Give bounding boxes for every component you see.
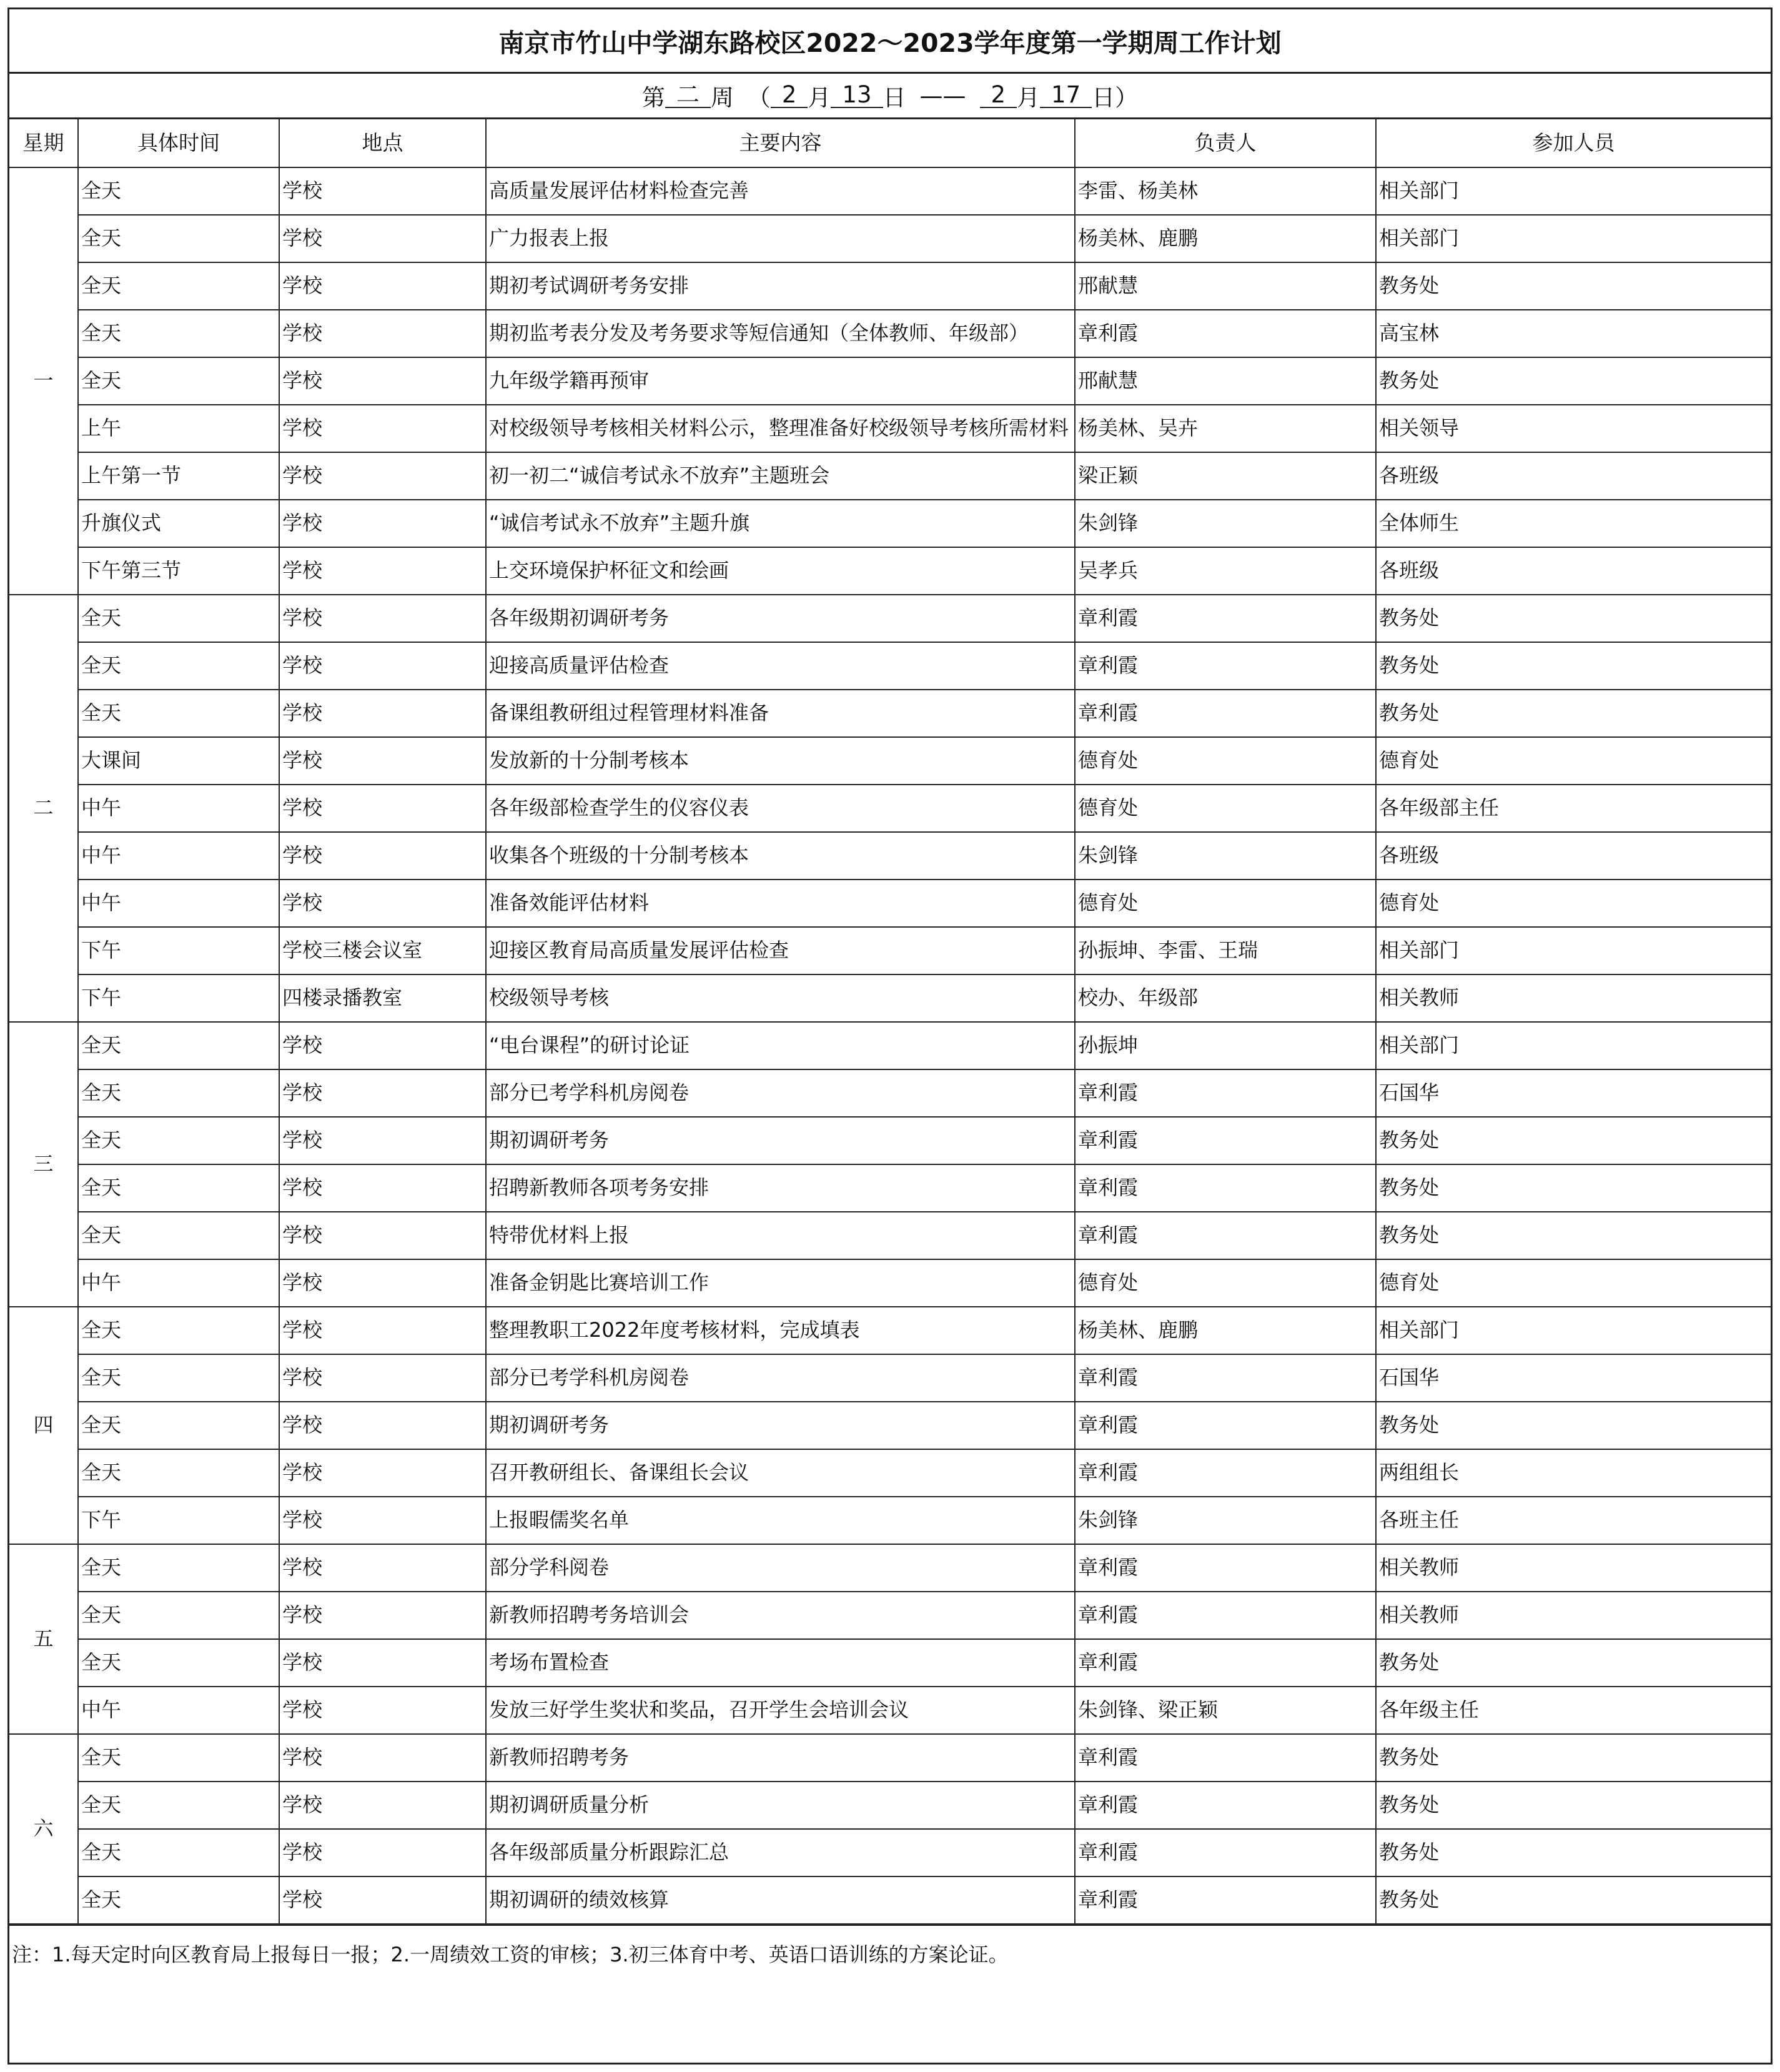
participants-cell: 教务处 [1376, 1164, 1771, 1212]
content-cell: 发放三好学生奖状和奖品，召开学生会培训会议 [486, 1687, 1075, 1734]
content-cell: 发放新的十分制考核本 [486, 737, 1075, 785]
place-cell: 学校 [279, 1402, 486, 1449]
participants-cell: 德育处 [1376, 1259, 1771, 1307]
place-cell: 学校 [279, 1069, 486, 1117]
owner-cell: 德育处 [1075, 785, 1376, 832]
time-cell: 全天 [78, 1544, 279, 1592]
table-row [9, 1876, 1771, 1924]
time-cell: 全天 [78, 1402, 279, 1449]
footer-note: 注：1.每天定时向区教育局上报每日一报；2.一周绩效工资的审核；3.初三体育中考、英语口语训练的方案论证。 [9, 1925, 1771, 1980]
table-row [9, 1307, 1771, 1354]
content-cell: 对校级领导考核相关材料公示，整理准备好校级领导考核所需材料 [486, 405, 1075, 452]
table-row [9, 595, 1771, 642]
content-cell: 上交环境保护杯征文和绘画 [486, 547, 1075, 595]
participants-cell: 相关领导 [1376, 405, 1771, 452]
content-cell: 整理教职工2022年度考核材料，完成填表 [486, 1307, 1075, 1354]
time-cell: 全天 [78, 1164, 279, 1212]
place-cell: 学校 [279, 737, 486, 785]
content-cell: 期初调研考务 [486, 1402, 1075, 1449]
owner-cell: 朱剑锋 [1075, 1497, 1376, 1544]
participants-cell: 教务处 [1376, 357, 1771, 405]
time-cell: 中午 [78, 785, 279, 832]
owner-cell: 梁正颖 [1075, 452, 1376, 500]
table-row [9, 785, 1771, 832]
content-cell: 期初监考表分发及考务要求等短信通知（全体教师、年级部） [486, 310, 1075, 357]
owner-cell: 章利霞 [1075, 1639, 1376, 1687]
table-row [9, 1022, 1771, 1069]
time-cell: 全天 [78, 1022, 279, 1069]
open-paren: （ [747, 84, 771, 111]
content-cell: 上报暇儒奖名单 [486, 1497, 1075, 1544]
place-cell: 学校 [279, 690, 486, 737]
content-cell: 期初调研考务 [486, 1117, 1075, 1164]
owner-cell: 朱剑锋 [1075, 832, 1376, 880]
end-month: 2 [980, 83, 1017, 109]
owner-cell: 杨美林、鹿鹏 [1075, 1307, 1376, 1354]
participants-cell: 教务处 [1376, 1782, 1771, 1829]
content-cell: 新教师招聘考务 [486, 1734, 1075, 1782]
content-cell: 各年级部检查学生的仪容仪表 [486, 785, 1075, 832]
owner-cell: 孙振坤、李雷、王瑞 [1075, 927, 1376, 974]
end-day: 17 [1040, 83, 1092, 109]
content-cell: 考场布置检查 [486, 1639, 1075, 1687]
participants-cell: 各班级 [1376, 832, 1771, 880]
content-cell: “电台课程”的研讨论证 [486, 1022, 1075, 1069]
table-row [9, 737, 1771, 785]
place-cell: 四楼录播教室 [279, 974, 486, 1022]
time-cell: 下午第三节 [78, 547, 279, 595]
table-row [9, 1592, 1771, 1639]
start-month: 2 [771, 83, 808, 109]
start-day: 13 [831, 83, 883, 109]
day-label-1: 日 [883, 84, 906, 111]
place-cell: 学校 [279, 262, 486, 310]
owner-cell: 章利霞 [1075, 1544, 1376, 1592]
content-cell: 高质量发展评估材料检查完善 [486, 167, 1075, 215]
content-cell: 九年级学籍再预审 [486, 357, 1075, 405]
table-row [9, 357, 1771, 405]
participants-cell: 高宝林 [1376, 310, 1771, 357]
owner-cell: 章利霞 [1075, 1402, 1376, 1449]
participants-cell: 教务处 [1376, 1402, 1771, 1449]
time-cell: 全天 [78, 1592, 279, 1639]
table-row [9, 1782, 1771, 1829]
content-cell: 各年级部质量分析跟踪汇总 [486, 1829, 1075, 1876]
content-cell: “诚信考试永不放弃”主题升旗 [486, 500, 1075, 547]
participants-cell: 相关部门 [1376, 167, 1771, 215]
header-time: 具体时间 [78, 119, 279, 167]
participants-cell: 教务处 [1376, 1829, 1771, 1876]
month-label-2: 月 [1017, 84, 1041, 111]
time-cell: 中午 [78, 880, 279, 927]
time-cell: 全天 [78, 595, 279, 642]
place-cell: 学校 [279, 167, 486, 215]
table-row [9, 215, 1771, 262]
participants-cell: 教务处 [1376, 595, 1771, 642]
content-cell: 部分已考学科机房阅卷 [486, 1069, 1075, 1117]
participants-cell: 各班级 [1376, 547, 1771, 595]
owner-cell: 章利霞 [1075, 690, 1376, 737]
time-cell: 全天 [78, 215, 279, 262]
owner-cell: 章利霞 [1075, 1164, 1376, 1212]
time-cell: 全天 [78, 1829, 279, 1876]
month-label-1: 月 [808, 84, 831, 111]
table-row [9, 880, 1771, 927]
weekday-cell: 四 [9, 1307, 78, 1544]
owner-cell: 杨美林、鹿鹏 [1075, 215, 1376, 262]
table-row [9, 262, 1771, 310]
table-body [9, 167, 1771, 1924]
time-cell: 全天 [78, 1639, 279, 1687]
time-cell: 全天 [78, 167, 279, 215]
participants-cell: 相关部门 [1376, 927, 1771, 974]
place-cell: 学校 [279, 1829, 486, 1876]
owner-cell: 杨美林、吴卉 [1075, 405, 1376, 452]
participants-cell: 各班级 [1376, 452, 1771, 500]
place-cell: 学校三楼会议室 [279, 927, 486, 974]
place-cell: 学校 [279, 1544, 486, 1592]
content-cell: 迎接区教育局高质量发展评估检查 [486, 927, 1075, 974]
content-cell: 期初调研的绩效核算 [486, 1876, 1075, 1924]
place-cell: 学校 [279, 832, 486, 880]
place-cell: 学校 [279, 1876, 486, 1924]
participants-cell: 相关教师 [1376, 1544, 1771, 1592]
time-cell: 全天 [78, 1876, 279, 1924]
table-row [9, 690, 1771, 737]
place-cell: 学校 [279, 547, 486, 595]
owner-cell: 朱剑锋、梁正颖 [1075, 1687, 1376, 1734]
place-cell: 学校 [279, 880, 486, 927]
place-cell: 学校 [279, 1639, 486, 1687]
table-row [9, 405, 1771, 452]
owner-cell: 章利霞 [1075, 642, 1376, 690]
week-range [9, 74, 1771, 119]
weekday-cell: 三 [9, 1022, 78, 1307]
participants-cell: 相关教师 [1376, 1592, 1771, 1639]
content-cell: 备课组教研组过程管理材料准备 [486, 690, 1075, 737]
table-row [9, 167, 1771, 215]
place-cell: 学校 [279, 1734, 486, 1782]
owner-cell: 章利霞 [1075, 1449, 1376, 1497]
header-owner: 负责人 [1075, 119, 1376, 167]
table-row [9, 1259, 1771, 1307]
time-cell: 全天 [78, 1734, 279, 1782]
time-cell: 全天 [78, 1354, 279, 1402]
owner-cell: 章利霞 [1075, 1782, 1376, 1829]
owner-cell: 章利霞 [1075, 1829, 1376, 1876]
time-cell: 全天 [78, 1069, 279, 1117]
owner-cell: 德育处 [1075, 880, 1376, 927]
table-row [9, 1164, 1771, 1212]
content-cell: 收集各个班级的十分制考核本 [486, 832, 1075, 880]
date-dash: —— [919, 82, 966, 109]
table-row [9, 832, 1771, 880]
day-label-2: 日） [1092, 84, 1139, 111]
content-cell: 初一初二“诚信考试永不放弃”主题班会 [486, 452, 1075, 500]
place-cell: 学校 [279, 1782, 486, 1829]
owner-cell: 吴孝兵 [1075, 547, 1376, 595]
participants-cell: 教务处 [1376, 1639, 1771, 1687]
content-cell: 期初调研质量分析 [486, 1782, 1075, 1829]
table-row [9, 452, 1771, 500]
time-cell: 大课间 [78, 737, 279, 785]
content-cell: 广力报表上报 [486, 215, 1075, 262]
weekday-cell: 六 [9, 1734, 78, 1924]
owner-cell: 章利霞 [1075, 1354, 1376, 1402]
time-cell: 全天 [78, 690, 279, 737]
place-cell: 学校 [279, 595, 486, 642]
owner-cell: 章利霞 [1075, 1069, 1376, 1117]
table-row [9, 1069, 1771, 1117]
content-cell: 招聘新教师各项考务安排 [486, 1164, 1075, 1212]
table-row [9, 974, 1771, 1022]
time-cell: 全天 [78, 642, 279, 690]
week-prefix: 第 [641, 84, 665, 111]
participants-cell: 德育处 [1376, 737, 1771, 785]
time-cell: 全天 [78, 1307, 279, 1354]
place-cell: 学校 [279, 1497, 486, 1544]
participants-cell: 相关教师 [1376, 974, 1771, 1022]
place-cell: 学校 [279, 1354, 486, 1402]
table-header-row [9, 119, 1771, 167]
time-cell: 下午 [78, 1497, 279, 1544]
owner-cell: 章利霞 [1075, 1592, 1376, 1639]
time-cell: 全天 [78, 1782, 279, 1829]
place-cell: 学校 [279, 642, 486, 690]
table-row [9, 1212, 1771, 1259]
work-plan-sheet [7, 7, 1773, 2065]
time-cell: 下午 [78, 927, 279, 974]
participants-cell: 各年级主任 [1376, 1687, 1771, 1734]
table-row [9, 500, 1771, 547]
participants-cell: 两组组长 [1376, 1449, 1771, 1497]
table-row [9, 310, 1771, 357]
table-row [9, 1449, 1771, 1497]
place-cell: 学校 [279, 1449, 486, 1497]
time-cell: 中午 [78, 1687, 279, 1734]
content-cell: 各年级期初调研考务 [486, 595, 1075, 642]
content-cell: 期初考试调研考务安排 [486, 262, 1075, 310]
table-row [9, 1639, 1771, 1687]
time-cell: 全天 [78, 262, 279, 310]
time-cell: 上午第一节 [78, 452, 279, 500]
week-number: 二 [665, 83, 711, 109]
participants-cell: 教务处 [1376, 690, 1771, 737]
owner-cell: 校办、年级部 [1075, 974, 1376, 1022]
participants-cell: 教务处 [1376, 262, 1771, 310]
owner-cell: 德育处 [1075, 737, 1376, 785]
time-cell: 下午 [78, 974, 279, 1022]
table-row [9, 1354, 1771, 1402]
owner-cell: 章利霞 [1075, 1734, 1376, 1782]
header-participants: 参加人员 [1376, 119, 1771, 167]
content-cell: 特带优材料上报 [486, 1212, 1075, 1259]
weekday-cell: 一 [9, 167, 78, 595]
place-cell: 学校 [279, 1592, 486, 1639]
table-row [9, 1497, 1771, 1544]
time-cell: 全天 [78, 357, 279, 405]
place-cell: 学校 [279, 310, 486, 357]
owner-cell: 邢献慧 [1075, 262, 1376, 310]
owner-cell: 章利霞 [1075, 310, 1376, 357]
owner-cell: 章利霞 [1075, 1876, 1376, 1924]
time-cell: 升旗仪式 [78, 500, 279, 547]
participants-cell: 相关部门 [1376, 1307, 1771, 1354]
week-word: 周 [710, 84, 734, 111]
weekday-cell: 五 [9, 1544, 78, 1734]
place-cell: 学校 [279, 405, 486, 452]
content-cell: 准备金钥匙比赛培训工作 [486, 1259, 1075, 1307]
participants-cell: 石国华 [1376, 1069, 1771, 1117]
content-cell: 准备效能评估材料 [486, 880, 1075, 927]
place-cell: 学校 [279, 1164, 486, 1212]
table-row [9, 1402, 1771, 1449]
place-cell: 学校 [279, 785, 486, 832]
schedule-table [9, 119, 1771, 1925]
table-row [9, 642, 1771, 690]
participants-cell: 教务处 [1376, 1734, 1771, 1782]
header-content: 主要内容 [486, 119, 1075, 167]
owner-cell: 孙振坤 [1075, 1022, 1376, 1069]
table-row [9, 1687, 1771, 1734]
participants-cell: 教务处 [1376, 642, 1771, 690]
table-row [9, 1117, 1771, 1164]
place-cell: 学校 [279, 1307, 486, 1354]
time-cell: 中午 [78, 1259, 279, 1307]
place-cell: 学校 [279, 357, 486, 405]
content-cell: 部分已考学科机房阅卷 [486, 1354, 1075, 1402]
table-row [9, 927, 1771, 974]
participants-cell: 全体师生 [1376, 500, 1771, 547]
page-title: 南京市竹山中学湖东路校区2022～2023学年度第一学期周工作计划 [9, 9, 1771, 74]
content-cell: 迎接高质量评估检查 [486, 642, 1075, 690]
place-cell: 学校 [279, 1259, 486, 1307]
time-cell: 上午 [78, 405, 279, 452]
content-cell: 新教师招聘考务培训会 [486, 1592, 1075, 1639]
owner-cell: 李雷、杨美林 [1075, 167, 1376, 215]
participants-cell: 石国华 [1376, 1354, 1771, 1402]
weekday-cell: 二 [9, 595, 78, 1022]
time-cell: 全天 [78, 1449, 279, 1497]
participants-cell: 教务处 [1376, 1212, 1771, 1259]
participants-cell: 相关部门 [1376, 215, 1771, 262]
content-cell: 召开教研组长、备课组长会议 [486, 1449, 1075, 1497]
participants-cell: 各班主任 [1376, 1497, 1771, 1544]
content-cell: 校级领导考核 [486, 974, 1075, 1022]
place-cell: 学校 [279, 1687, 486, 1734]
place-cell: 学校 [279, 1212, 486, 1259]
header-weekday: 星期 [9, 119, 78, 167]
place-cell: 学校 [279, 1022, 486, 1069]
table-row [9, 547, 1771, 595]
owner-cell: 德育处 [1075, 1259, 1376, 1307]
table-row [9, 1829, 1771, 1876]
time-cell: 全天 [78, 310, 279, 357]
time-cell: 全天 [78, 1117, 279, 1164]
owner-cell: 章利霞 [1075, 1117, 1376, 1164]
table-row [9, 1734, 1771, 1782]
participants-cell: 德育处 [1376, 880, 1771, 927]
content-cell: 部分学科阅卷 [486, 1544, 1075, 1592]
time-cell: 中午 [78, 832, 279, 880]
participants-cell: 各年级部主任 [1376, 785, 1771, 832]
participants-cell: 教务处 [1376, 1876, 1771, 1924]
place-cell: 学校 [279, 452, 486, 500]
table-row [9, 1544, 1771, 1592]
header-place: 地点 [279, 119, 486, 167]
owner-cell: 章利霞 [1075, 595, 1376, 642]
owner-cell: 朱剑锋 [1075, 500, 1376, 547]
time-cell: 全天 [78, 1212, 279, 1259]
place-cell: 学校 [279, 500, 486, 547]
participants-cell: 教务处 [1376, 1117, 1771, 1164]
owner-cell: 章利霞 [1075, 1212, 1376, 1259]
place-cell: 学校 [279, 1117, 486, 1164]
owner-cell: 邢献慧 [1075, 357, 1376, 405]
participants-cell: 相关部门 [1376, 1022, 1771, 1069]
place-cell: 学校 [279, 215, 486, 262]
